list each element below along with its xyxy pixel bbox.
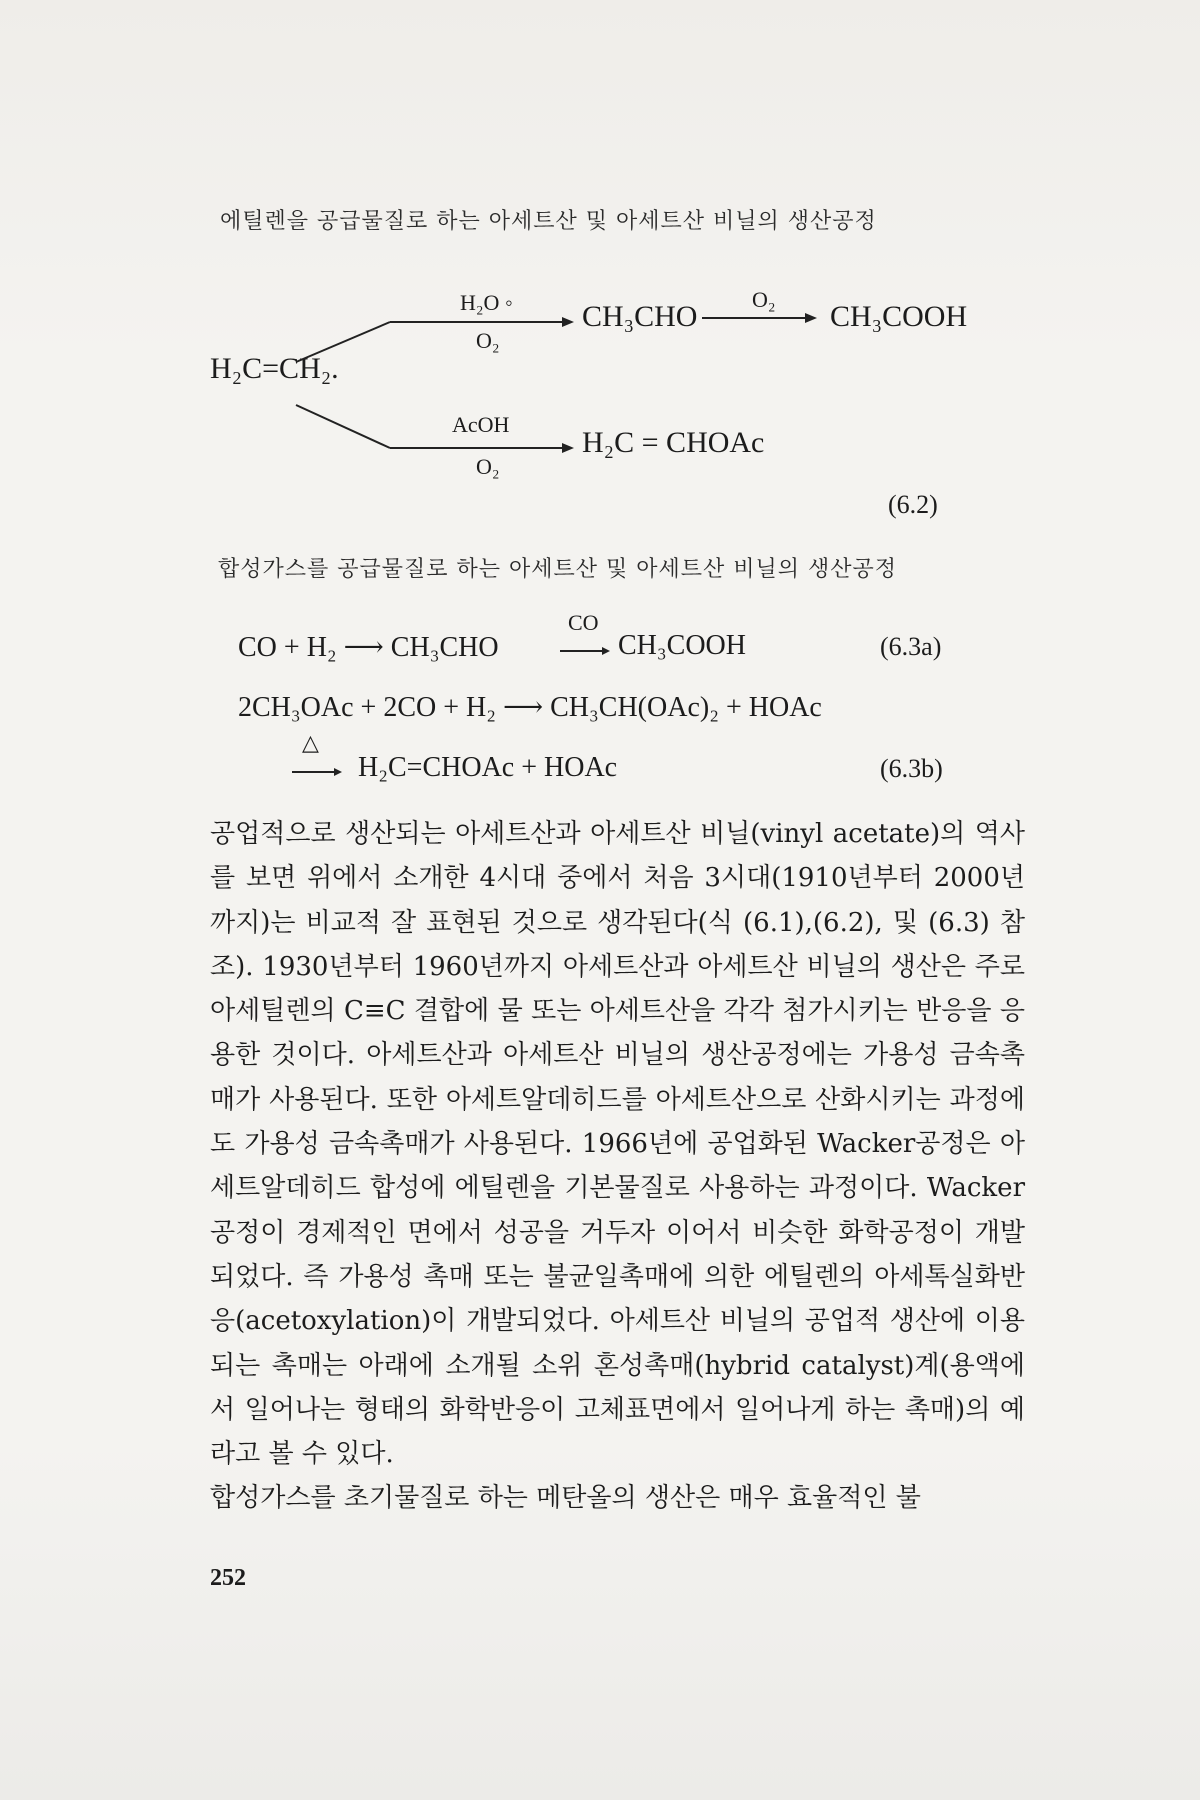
second-reagent-oxygen: O₂ [752,287,776,312]
equation-6-3a-left: CO + H₂ ⟶ CH₃CHO [238,632,499,663]
upper-reagent-water: H₂O ◦ [460,290,513,315]
heading-ethylene-process: 에틸렌을 공급물질로 하는 아세트산 및 아세트산 비닐의 생산공정 [220,209,877,234]
heat-symbol: △ [302,730,319,755]
body-paragraph-1: 공업적으로 생산되는 아세트산과 아세트산 비닐(vinyl acetate)의 역사를 보면 위에서 소개한 4시대 중에서 처음 3시대(1910년부터 2000년까지)는 비교적 잘 표현된 것으로 생각된다(식 (6.1),(6.2), 및 (6.3) 참조). 1930년부터 1960년까지 아세트산과 아세트산 비닐의 생산은 주로 아세틸렌의 C≡C 결합에 물 또는 아세트산을 각각 첨가시키는 반응을 응용한 것이다. 아세트산과 아세트산 비닐의 생산공정에는 가용성 금속촉매가 사용된다. 또한 아세트알데히드를 아세트산으로 산화시키는 과정에도 가용성 금속촉매가 사용된다. 1966년에 공업화된 Wacker공정은 아세트알데히드 합성에 에틸렌을 기본물질로 사용하는 과정이다. Wacker공정이 경제적인 면에서 성공을 거두자 이어서 비슷한 화학공정이 개발되었다. 즉 가용성 촉매 또는 불균일촉매에 의한 에틸렌의 아세톡실화반응(acetoxylation)이 개발되었다. 아세트산 비닐의 공업적 생산에 이용되는 촉매는 아래에 소개될 소위 혼성촉매(hybrid catalyst)계(용액에서 일어나는 형태의 화학반응이 고체표면에서 일어나게 하는 촉매)의 예라고 볼 수 있다. [210,819,1025,1470]
equation-number-6-3a: (6.3a) [880,632,942,661]
product-vinyl-acetate: H₂C = CHOAc [582,426,765,459]
equation-6-3b-line1: 2CH₃OAc + 2CO + H₂ ⟶ CH₃CH(OAc)₂ + HOAc [238,692,822,723]
product-acetic-acid: CH₃COOH [830,300,968,333]
body-text [210,812,1025,1521]
equation-6-3b-line2: H₂C=CHOAc + HOAc [358,752,618,783]
equation-number-6-3b: (6.3b) [880,754,943,783]
product-acetaldehyde: CH₃CHO [582,300,698,333]
heading-syngas-process: 합성가스를 공급물질로 하는 아세트산 및 아세트산 비닐의 생산공정 [218,557,898,582]
upper-reagent-oxygen: O₂ [476,328,500,353]
equation-6-3a-right: CH₃COOH [618,630,746,661]
equation-6-3a-reagent: CO [568,610,599,635]
reactant-ethylene: H₂C=CH₂. [210,352,339,385]
page-number: 252 [210,1565,246,1591]
body-paragraph-2: 합성가스를 초기물질로 하는 메탄올의 생산은 매우 효율적인 불 [210,1483,921,1514]
lower-reagent-oxygen: O₂ [476,454,500,479]
equation-number-6-2: (6.2) [888,490,938,519]
equation-6-3b-arrow [292,766,344,778]
equation-6-3a-arrow [560,645,612,657]
lower-reagent-acetic-acid: AcOH [452,412,510,437]
